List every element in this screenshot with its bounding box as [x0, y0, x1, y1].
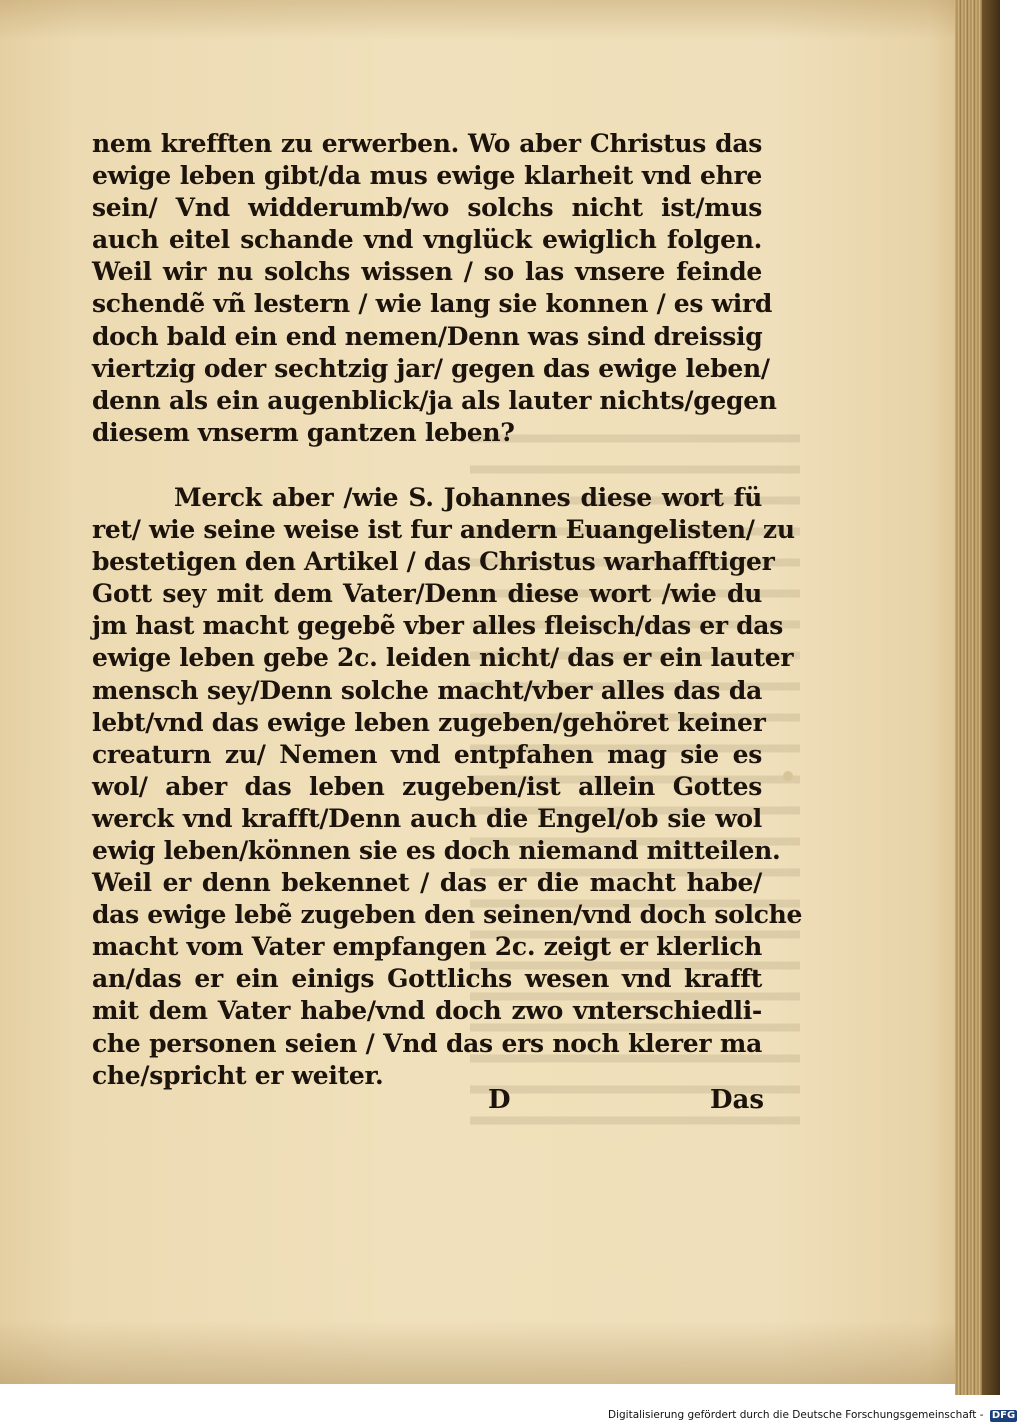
text-line: doch bald ein end nemen/Denn was sind dreissig [92, 321, 763, 351]
book-binding-edge [982, 0, 1000, 1395]
page-text [92, 128, 803, 1092]
catchword: Das [709, 1085, 764, 1115]
text-line: diesem vnserm gantzen leben? [92, 417, 515, 447]
text-line: wol/ aber das leben zugeben/ist allein Gottes [92, 771, 762, 801]
text-line: Weil er denn bekennet / das er die macht habe/ [92, 868, 762, 898]
text-line: nem krefften zu erwerben. Wo aber Christus das [92, 129, 762, 158]
paragraph-1 [92, 128, 777, 449]
text-line: an/das er ein einigs Gottlichs wesen vnd krafft [92, 964, 762, 994]
text-line: ewige leben gibt/da mus ewige klarheit vnd ehre [92, 161, 762, 191]
page-shadow-bottom [0, 1320, 968, 1384]
digitization-credit [608, 1406, 1016, 1424]
text-line: viertzig oder sechtzig jar/ gegen das ewige leben/ [92, 353, 770, 383]
text-line: che/spricht er weiter. [92, 1060, 384, 1090]
text-line: mensch sey/Denn solche macht/vber alles das da [92, 675, 762, 705]
text-line: denn als ein augenblick/ja als lauter nichts/gegen [92, 385, 777, 415]
text-line: bestetigen den Artikel / das Christus warhafftiger [92, 547, 775, 577]
text-line: das ewige lebẽ zugeben den seinen/vnd doch solche [92, 900, 803, 930]
text-line: auch eitel schande vnd vnglück ewiglich folgen. [92, 225, 762, 255]
text-line: mit dem Vater habe/vnd doch zwo vnterschiedli- [92, 996, 762, 1026]
text-line: ewige leben gebe 2c. leiden nicht/ das er ein lauter [92, 643, 794, 673]
text-line: macht vom Vater empfangen 2c. zeigt er klerlich [92, 932, 762, 962]
text-line: werck vnd krafft/Denn auch die Engel/ob sie wol [92, 803, 762, 833]
text-line: che personen seien / Vnd das ers noch klerer ma [92, 1028, 762, 1058]
page-footer-marks [488, 1082, 764, 1118]
credit-text: Digitalisierung gefördert durch die Deutsche Forschungsgemeinschaft - [608, 1409, 984, 1421]
text-line: Weil wir nu solchs wissen / so las vnsere feinde [92, 257, 762, 287]
page-shadow-top [0, 0, 968, 40]
text-line: Gott sey mit dem Vater/Denn diese wort /wie du [92, 579, 762, 609]
text-line: schendẽ vñ lestern / wie lang sie konnen / es wird [92, 289, 773, 319]
paragraph-gap [92, 449, 762, 482]
text-line: lebt/vnd das ewige leben zugeben/gehöret keiner [92, 707, 766, 737]
text-line: ewig leben/können sie es doch niemand mitteilen. [92, 835, 781, 865]
text-line: jm hast macht gegebẽ vber alles fleisch/das er das [92, 611, 783, 641]
paper-spot [783, 771, 793, 781]
dfg-logo-icon: DFG [991, 1410, 1016, 1421]
text-line: Merck aber /wie S. Johannes diese wort fü [174, 482, 762, 512]
text-line: creaturn zu/ Nemen vnd entpfahen mag sie es [92, 739, 762, 769]
text-line: sein/ Vnd widderumb/wo solchs nicht ist/mus [92, 193, 762, 223]
text-line: ret/ wie seine weise ist fur andern Euangelisten/ zu [92, 515, 795, 545]
paragraph-2 [92, 482, 803, 1092]
signature-mark: D [488, 1085, 511, 1115]
